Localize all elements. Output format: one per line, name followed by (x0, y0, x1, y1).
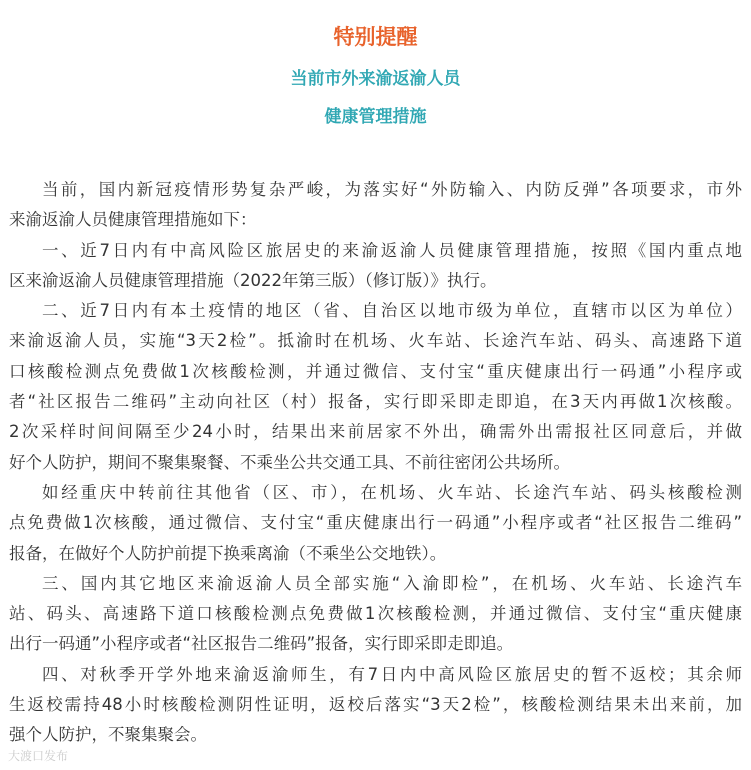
paragraph-intro (9, 175, 742, 236)
text-line: 四、对秋季开学外地来渝返渝师生，有7日内中高风险区旅居史的暂不返校；其余师 (42, 664, 742, 684)
page-subtitle-2: 健康管理措施 (324, 107, 427, 127)
text-line: 一、近7日内有中高风险区旅居史的来渝返渝人员健康管理措施，按照《国内重点地 (42, 240, 742, 260)
text-line: 来渝返渝人员健康管理措施如下： (9, 210, 257, 230)
text-line: 出行一码通”小程序或者“社区报告二维码”报备，实行即采即走即追。 (9, 634, 514, 654)
text-line: 区来渝返渝人员健康管理措施（2022年第三版）（修订版）》执行。 (9, 270, 497, 290)
text-line: 强个人防护，不聚集聚会。 (9, 725, 207, 745)
text-line: 2次采样时间间隔至少24小时，结果出来前居家不外出，确需外出需报社区同意后，并做 (9, 422, 742, 442)
text-line: 来渝返渝人员，实施“3天2检”。抵渝时在机场、火车站、长途汽车站、码头、高速路下道 (9, 331, 742, 351)
text-line: 站、码头、高速路下道口核酸检测点免费做1次核酸检测，并通过微信、支付宝“重庆健康 (9, 604, 742, 624)
page-title: 特别提醒 (333, 25, 418, 49)
watermark: 大渡口发布 (8, 749, 69, 763)
paragraph-rule-1 (9, 236, 742, 297)
text-line: 口核酸检测点免费做1次核酸检测，并通过微信、支付宝“重庆健康出行一码通”小程序或 (9, 361, 742, 381)
text-line: 好个人防护，期间不聚集聚餐、不乘坐公共交通工具、不前往密闭公共场所。 (9, 452, 570, 472)
page-subtitle-1: 当前市外来渝返渝人员 (290, 69, 461, 89)
text-line: 二、近7日内有本土疫情的地区（省、自治区以地市级为单位，直辖市以区为单位） (42, 301, 742, 321)
text-line: 当前，国内新冠疫情形势复杂严峻，为落实好“外防输入、内防反弹”各项要求，市外 (42, 180, 742, 199)
paragraph-rule-3 (9, 569, 742, 660)
text-line: 三、国内其它地区来渝返渝人员全部实施“入渝即检”，在机场、火车站、长途汽车 (42, 573, 742, 593)
text-line: 者“社区报告二维码”主动向社区（村）报备，实行即采即走即追，在3天内再做1次核酸。 (9, 392, 742, 412)
text-line: 报备，在做好个人防护前提下换乘离渝（不乘坐公交地铁）。 (9, 543, 447, 563)
text-line: 如经重庆中转前往其他省（区、市），在机场、火车站、长途汽车站、码头核酸检测 (42, 482, 742, 502)
text-line: 生返校需持48小时核酸检测阴性证明，返校后落实“3天2检”，核酸检测结果未出来前，加 (9, 695, 742, 715)
article-body (9, 175, 742, 751)
text-line: 点免费做1次核酸，通过微信、支付宝“重庆健康出行一码通”小程序或者“社区报告二维码” (9, 513, 742, 533)
paragraph-rule-4 (9, 660, 742, 751)
paragraph-transit (9, 478, 742, 569)
paragraph-rule-2 (9, 296, 742, 478)
